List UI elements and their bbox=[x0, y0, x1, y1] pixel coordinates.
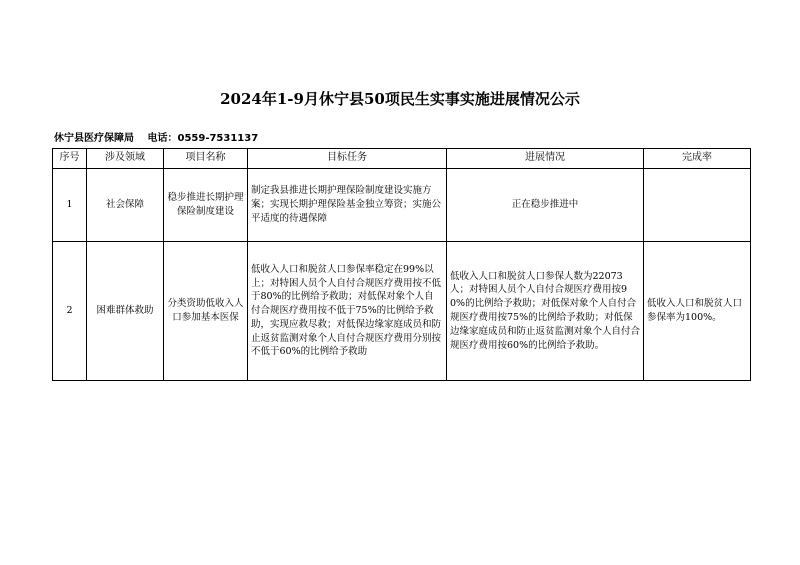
org-name: 休宁县医疗保障局 bbox=[54, 133, 134, 144]
phone-number: 电话：0559-7531137 bbox=[147, 133, 259, 144]
cell-progress: 低收入人口和脱贫人口参保人数为22073 人；对特困人员个人自付合规医疗费用按90%的比例给予救助；对低保对象个人自付合规医疗费用按75%的比例给予救助；对低保边缘家庭成员和防止返贫监测对象个人自付合规医疗费用按60%的比例给予救助。 bbox=[447, 242, 644, 381]
header-rate: 完成率 bbox=[644, 149, 751, 169]
cell-field: 社会保障 bbox=[87, 169, 164, 242]
cell-no: 2 bbox=[53, 242, 87, 381]
cell-field: 困难群体救助 bbox=[87, 242, 164, 381]
cell-target: 低收入人口和脱贫人口参保率稳定在99%以上；对特困人员个人自付合规医疗费用按不低于80%的比例给予救助；对低保对象个人自付合规医疗费用按不低于75%的比例给予救助，实现应救尽救；对低保边缘家庭成员和防止返贫监测对象个人自付合规医疗费用分别按不低于60%的比例给予救助 bbox=[248, 242, 447, 381]
cell-progress: 正在稳步推进中 bbox=[447, 169, 644, 242]
cell-rate bbox=[644, 169, 751, 242]
header-field: 涉及领域 bbox=[87, 149, 164, 169]
progress-table bbox=[52, 148, 751, 381]
cell-no: 1 bbox=[53, 169, 87, 242]
table-header-row bbox=[53, 149, 751, 169]
header-no: 序号 bbox=[53, 149, 87, 169]
cell-project: 稳步推进长期护理保险制度建设 bbox=[164, 169, 248, 242]
page-title: 2024年1-9月休宁县50项民生实事实施进展情况公示 bbox=[220, 90, 580, 108]
cell-target: 制定我县推进长期护理保险制度建设实施方案；实现长期护理保险基金独立筹资；实施公平适度的待遇保障 bbox=[248, 169, 447, 242]
cell-rate: 低收入人口和脱贫人口参保率为100%。 bbox=[644, 242, 751, 381]
header-project: 项目名称 bbox=[164, 149, 248, 169]
header-target: 目标任务 bbox=[248, 149, 447, 169]
cell-project: 分类资助低收入人口参加基本医保 bbox=[164, 242, 248, 381]
table-row bbox=[53, 169, 751, 242]
table-row bbox=[53, 242, 751, 381]
publisher-line bbox=[54, 129, 258, 144]
header-progress: 进展情况 bbox=[447, 149, 644, 169]
